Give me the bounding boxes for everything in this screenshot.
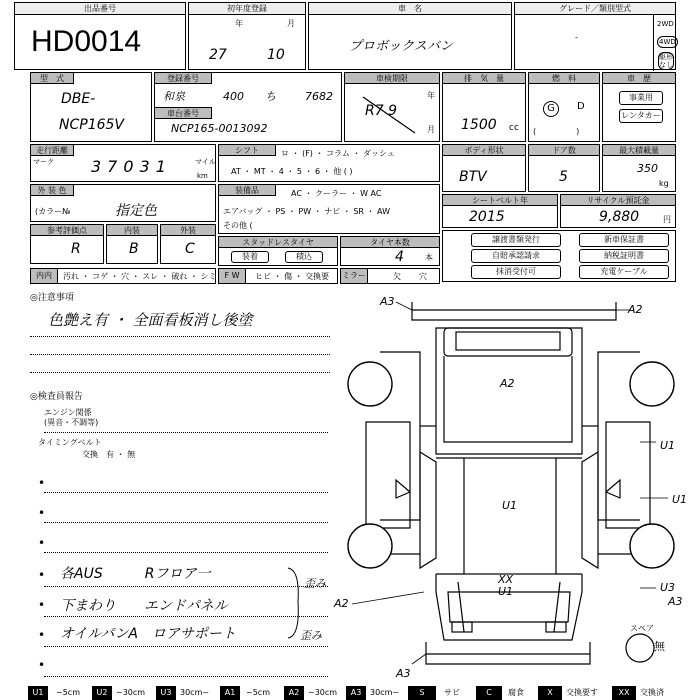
notes-text: 色艶え有 ・ 全面看板消し後塗 [48, 311, 253, 329]
drive-4wd: 4WD [659, 38, 676, 46]
inspection-month-label: 月 [427, 125, 435, 134]
mirror-missing: 欠 [393, 272, 401, 281]
capacity-unit: kg [659, 179, 669, 188]
bullet-2: • [38, 506, 46, 520]
registration-box [154, 72, 342, 142]
legend-val-s: サビ [444, 688, 460, 697]
history-business: 事業用 [619, 91, 663, 105]
interior-condition-row: 汚れ ・ コゲ ・ 穴 ・ スレ ・ 破れ ・ シミ [63, 272, 217, 281]
shift-row1: ロ ・ (F) ・ コラム ・ ダッシュ [281, 149, 395, 158]
fw-row: ヒビ ・ 傷 ・ 交換要 [255, 272, 330, 281]
legend-val-u2: ~30cm [116, 688, 146, 697]
bullet-7: • [38, 658, 46, 672]
history-box [602, 72, 676, 142]
grade-header: グレード／類別型式 [515, 3, 675, 15]
report-entry-1: 各AUS Rフロア一 [60, 566, 211, 582]
recycle-header: リサイクル預託金 [560, 194, 676, 206]
legend-val-c: 腐食 [508, 688, 524, 697]
color-value: 指定色 [115, 203, 157, 219]
mileage-unit-km: km [197, 172, 208, 180]
mirror-header: ミラー [340, 268, 368, 284]
legend-key-s: S [408, 686, 436, 700]
legend-key-a3: A3 [346, 686, 366, 700]
tire-count-value: 4 [395, 249, 404, 265]
legend-key-a2: A2 [284, 686, 304, 700]
notes-line-3 [30, 372, 330, 373]
legend-key-u1: U1 [28, 686, 48, 700]
mileage-value: 37031 [91, 157, 172, 176]
front-bumper-shape [426, 642, 590, 664]
shift-box [218, 144, 440, 182]
doc-cancel: 抹消受付可 [471, 265, 561, 279]
recycle-value: 9,880 [599, 209, 640, 225]
car-name-header: 車 名 [309, 3, 511, 15]
mark-left-low: A2 [334, 597, 349, 610]
legend-val-x: 交換要す [566, 688, 598, 697]
displacement-unit: cc [509, 123, 519, 133]
report-line-2 [44, 522, 328, 523]
model-box [30, 72, 152, 142]
legend-key-a1: A1 [220, 686, 240, 700]
wheel-front-left [348, 524, 392, 568]
first-registration-box [188, 2, 306, 70]
legend-val-u1: ~5cm [56, 688, 80, 697]
engine-line [44, 432, 328, 433]
capacity-box [602, 144, 676, 192]
tire-count-box [340, 236, 440, 266]
lot-number-header: 出品番号 [15, 3, 185, 15]
interior-score-header: 内装 [106, 224, 158, 236]
mark-top-left: A3 [380, 295, 395, 308]
wheel-rear-left [348, 362, 392, 406]
doc-charge-cable: 充電ケーブル [579, 265, 669, 279]
grade-box [514, 2, 676, 70]
recycle-unit: 円 [663, 215, 671, 224]
documents-panel [442, 230, 676, 282]
recycle-box [560, 194, 676, 228]
doors-value: 5 [559, 169, 568, 185]
inspection-strike-mark [359, 93, 419, 137]
tire-count-unit: 本 [425, 253, 433, 262]
reg-number: 7682 [305, 90, 333, 103]
reg-class: 400 [223, 90, 244, 103]
mileage-mark: マーク [33, 158, 54, 166]
exterior-score-box [160, 224, 216, 264]
legend-key-u2: U2 [92, 686, 112, 700]
car-name-value: プロボックスバン [349, 39, 453, 54]
legend-val-xx: 交換済 [640, 688, 664, 697]
fw-header: F W [218, 268, 246, 284]
report-line-7 [44, 676, 328, 677]
legend-val-a2: ~30cm [308, 688, 338, 697]
first-registration-header: 初年度登録 [189, 3, 305, 15]
displacement-box [442, 72, 526, 142]
ref-score-box [30, 224, 104, 264]
report-side-note: 歪み [304, 577, 326, 590]
capacity-header: 最大積載量 [602, 144, 676, 156]
doc-tax: 納税証明書 [579, 249, 669, 263]
engine-label: エンジン関係 (異音・不調等) [44, 408, 99, 427]
equipment-row1: AC ・ クーラー ・ W AC [291, 189, 382, 198]
interior-score-value: B [129, 241, 139, 257]
mark-right-rear: U1 [660, 439, 676, 452]
report-line-6 [44, 646, 328, 647]
inspection-value: R7 9 [365, 103, 397, 119]
notes-line-1 [30, 336, 330, 337]
model-header: 型 式 [30, 72, 74, 84]
first-reg-year-value: 27 [209, 47, 227, 63]
lot-number-box [14, 2, 186, 70]
report-entry-3: オイルパンA ロアサポート [60, 626, 236, 642]
color-box [30, 184, 216, 222]
doc-transfer: 譲渡書類発行 [471, 233, 561, 247]
mark-body-center: U1 [502, 499, 518, 512]
report-line-1 [44, 492, 328, 493]
fuel-paren: ( ) [533, 127, 580, 136]
spare-value: 無 [654, 640, 665, 653]
mileage-unit-mile: マイル [195, 158, 216, 166]
body-type-header: ボディ形状 [442, 144, 526, 156]
fuel-gasoline: G [543, 101, 559, 117]
rear-bumper-shape [412, 302, 616, 320]
notes-line-2 [30, 354, 330, 355]
seatbelt-year-value: 2015 [469, 209, 505, 225]
equipment-box [218, 184, 440, 234]
first-reg-month-value: 10 [267, 47, 285, 63]
lot-id: HD0014 [31, 25, 142, 58]
mark-bottom-left: A3 [396, 667, 411, 680]
bullet-4: • [38, 568, 46, 582]
capacity-value: 350 [637, 162, 658, 175]
body-type-box [442, 144, 526, 192]
legend-val-u3: 30cm~ [180, 688, 210, 697]
report-entry-2: 下まわり エンドパネル [60, 598, 228, 614]
mirror-box [340, 268, 440, 284]
color-header: 外 装 色 [30, 184, 74, 196]
bullet-1: • [38, 476, 46, 490]
doors-header: ドア数 [528, 144, 600, 156]
shift-header: シフト [218, 144, 276, 156]
mark-right-low1: U3 [660, 581, 676, 594]
mark-right-front: U1 [672, 493, 688, 506]
history-rental: レンタカー [619, 109, 663, 123]
timing-exchange: 交換 有 ・ 無 [82, 450, 136, 459]
interior-condition-header: 内内 [30, 268, 58, 284]
model-prefix: DBE- [61, 91, 96, 107]
studless-mounted: 装着 [231, 251, 269, 263]
fuel-box [528, 72, 600, 142]
fuel-diesel: D [577, 101, 585, 112]
ref-score-header: 参考評価点 [30, 224, 104, 236]
doors-box [528, 144, 600, 192]
interior-score-box [106, 224, 158, 264]
drive-none: 駆形 なし [659, 53, 673, 69]
reg-kana: ち [265, 90, 276, 103]
reg-number-header: 登録番号 [154, 72, 212, 84]
mileage-box [30, 144, 216, 182]
doc-warranty: 新車保証書 [579, 233, 669, 247]
first-reg-year-label: 年 [235, 19, 243, 28]
shift-row2: AT ・ MT ・ 4 ・ 5 ・ 6 ・ 他 ( ) [231, 167, 353, 176]
timing-label: タイミングベルト [38, 438, 102, 447]
exterior-score-value: C [185, 241, 195, 257]
legend-key-c: C [476, 686, 502, 700]
equipment-header: 装備品 [218, 184, 276, 196]
mileage-header: 走行距離 [30, 144, 74, 156]
car-name-box [308, 2, 512, 70]
model-code: NCP165V [59, 117, 124, 133]
bullet-6: • [38, 628, 46, 642]
legend-val-a3: 30cm~ [370, 688, 400, 697]
chassis-header: 車台番号 [154, 107, 212, 119]
seatbelt-year-header: シートベルト年 [442, 194, 558, 206]
report-side-note-2: 歪み [300, 629, 322, 642]
doc-insurance: 自賠承認請求 [471, 249, 561, 263]
color-number-label: (カラー№ [35, 207, 71, 216]
fuel-header: 燃 料 [528, 72, 600, 84]
inspection-box [344, 72, 440, 142]
chassis-number: NCP165-0013092 [171, 122, 268, 135]
spare-tire-icon [626, 634, 654, 662]
legend-key-x: X [538, 686, 562, 700]
ref-score-value: R [71, 241, 81, 257]
legend-key-xx: XX [612, 686, 636, 700]
studless-box [218, 236, 338, 266]
tire-count-header: タイヤ本数 [340, 236, 440, 248]
spare-label: スペア [630, 624, 654, 633]
drive-2wd: 2WD [657, 20, 674, 28]
mark-right-low2: A3 [668, 595, 683, 608]
history-header: 車 歴 [602, 72, 676, 84]
grade-dash: - [575, 33, 578, 42]
reg-area: 和泉 [163, 90, 185, 103]
bullet-5: • [38, 598, 46, 612]
inspection-year-label: 年 [427, 91, 435, 100]
damage-legend [0, 686, 700, 700]
notes-title: ◎注意事項 [30, 293, 74, 303]
wheel-rear-right [630, 362, 674, 406]
displacement-header: 排 気 量 [442, 72, 526, 84]
legend-val-a1: ~5cm [246, 688, 270, 697]
legend-key-u3: U3 [156, 686, 176, 700]
bullet-3: • [38, 536, 46, 550]
displacement-value: 1500 [461, 117, 497, 133]
mark-top-right: A2 [628, 303, 643, 316]
studless-header: スタッドレスタイヤ [218, 236, 338, 248]
first-reg-month-label: 月 [287, 19, 295, 28]
report-line-3 [44, 552, 328, 553]
body-type-value: BTV [459, 169, 487, 185]
equipment-row2: エアバッグ ・ PS ・ PW ・ ナビ ・ SR ・ AW [223, 207, 391, 216]
mirror-hole: 穴 [419, 272, 427, 281]
mark-roof: A2 [500, 377, 515, 390]
exterior-score-header: 外装 [160, 224, 216, 236]
fw-box [218, 268, 338, 284]
drive-column [653, 14, 678, 71]
equipment-row3: その他 ( [223, 221, 253, 230]
inspector-title: ◎検査員報告 [30, 392, 83, 402]
interior-condition-box [30, 268, 216, 284]
seatbelt-year-box [442, 194, 558, 228]
mark-front: XX U1 [498, 573, 514, 598]
inspection-header: 車検期限 [344, 72, 440, 84]
wheel-front-right [630, 524, 674, 568]
studless-loaded: 積込 [285, 251, 323, 263]
